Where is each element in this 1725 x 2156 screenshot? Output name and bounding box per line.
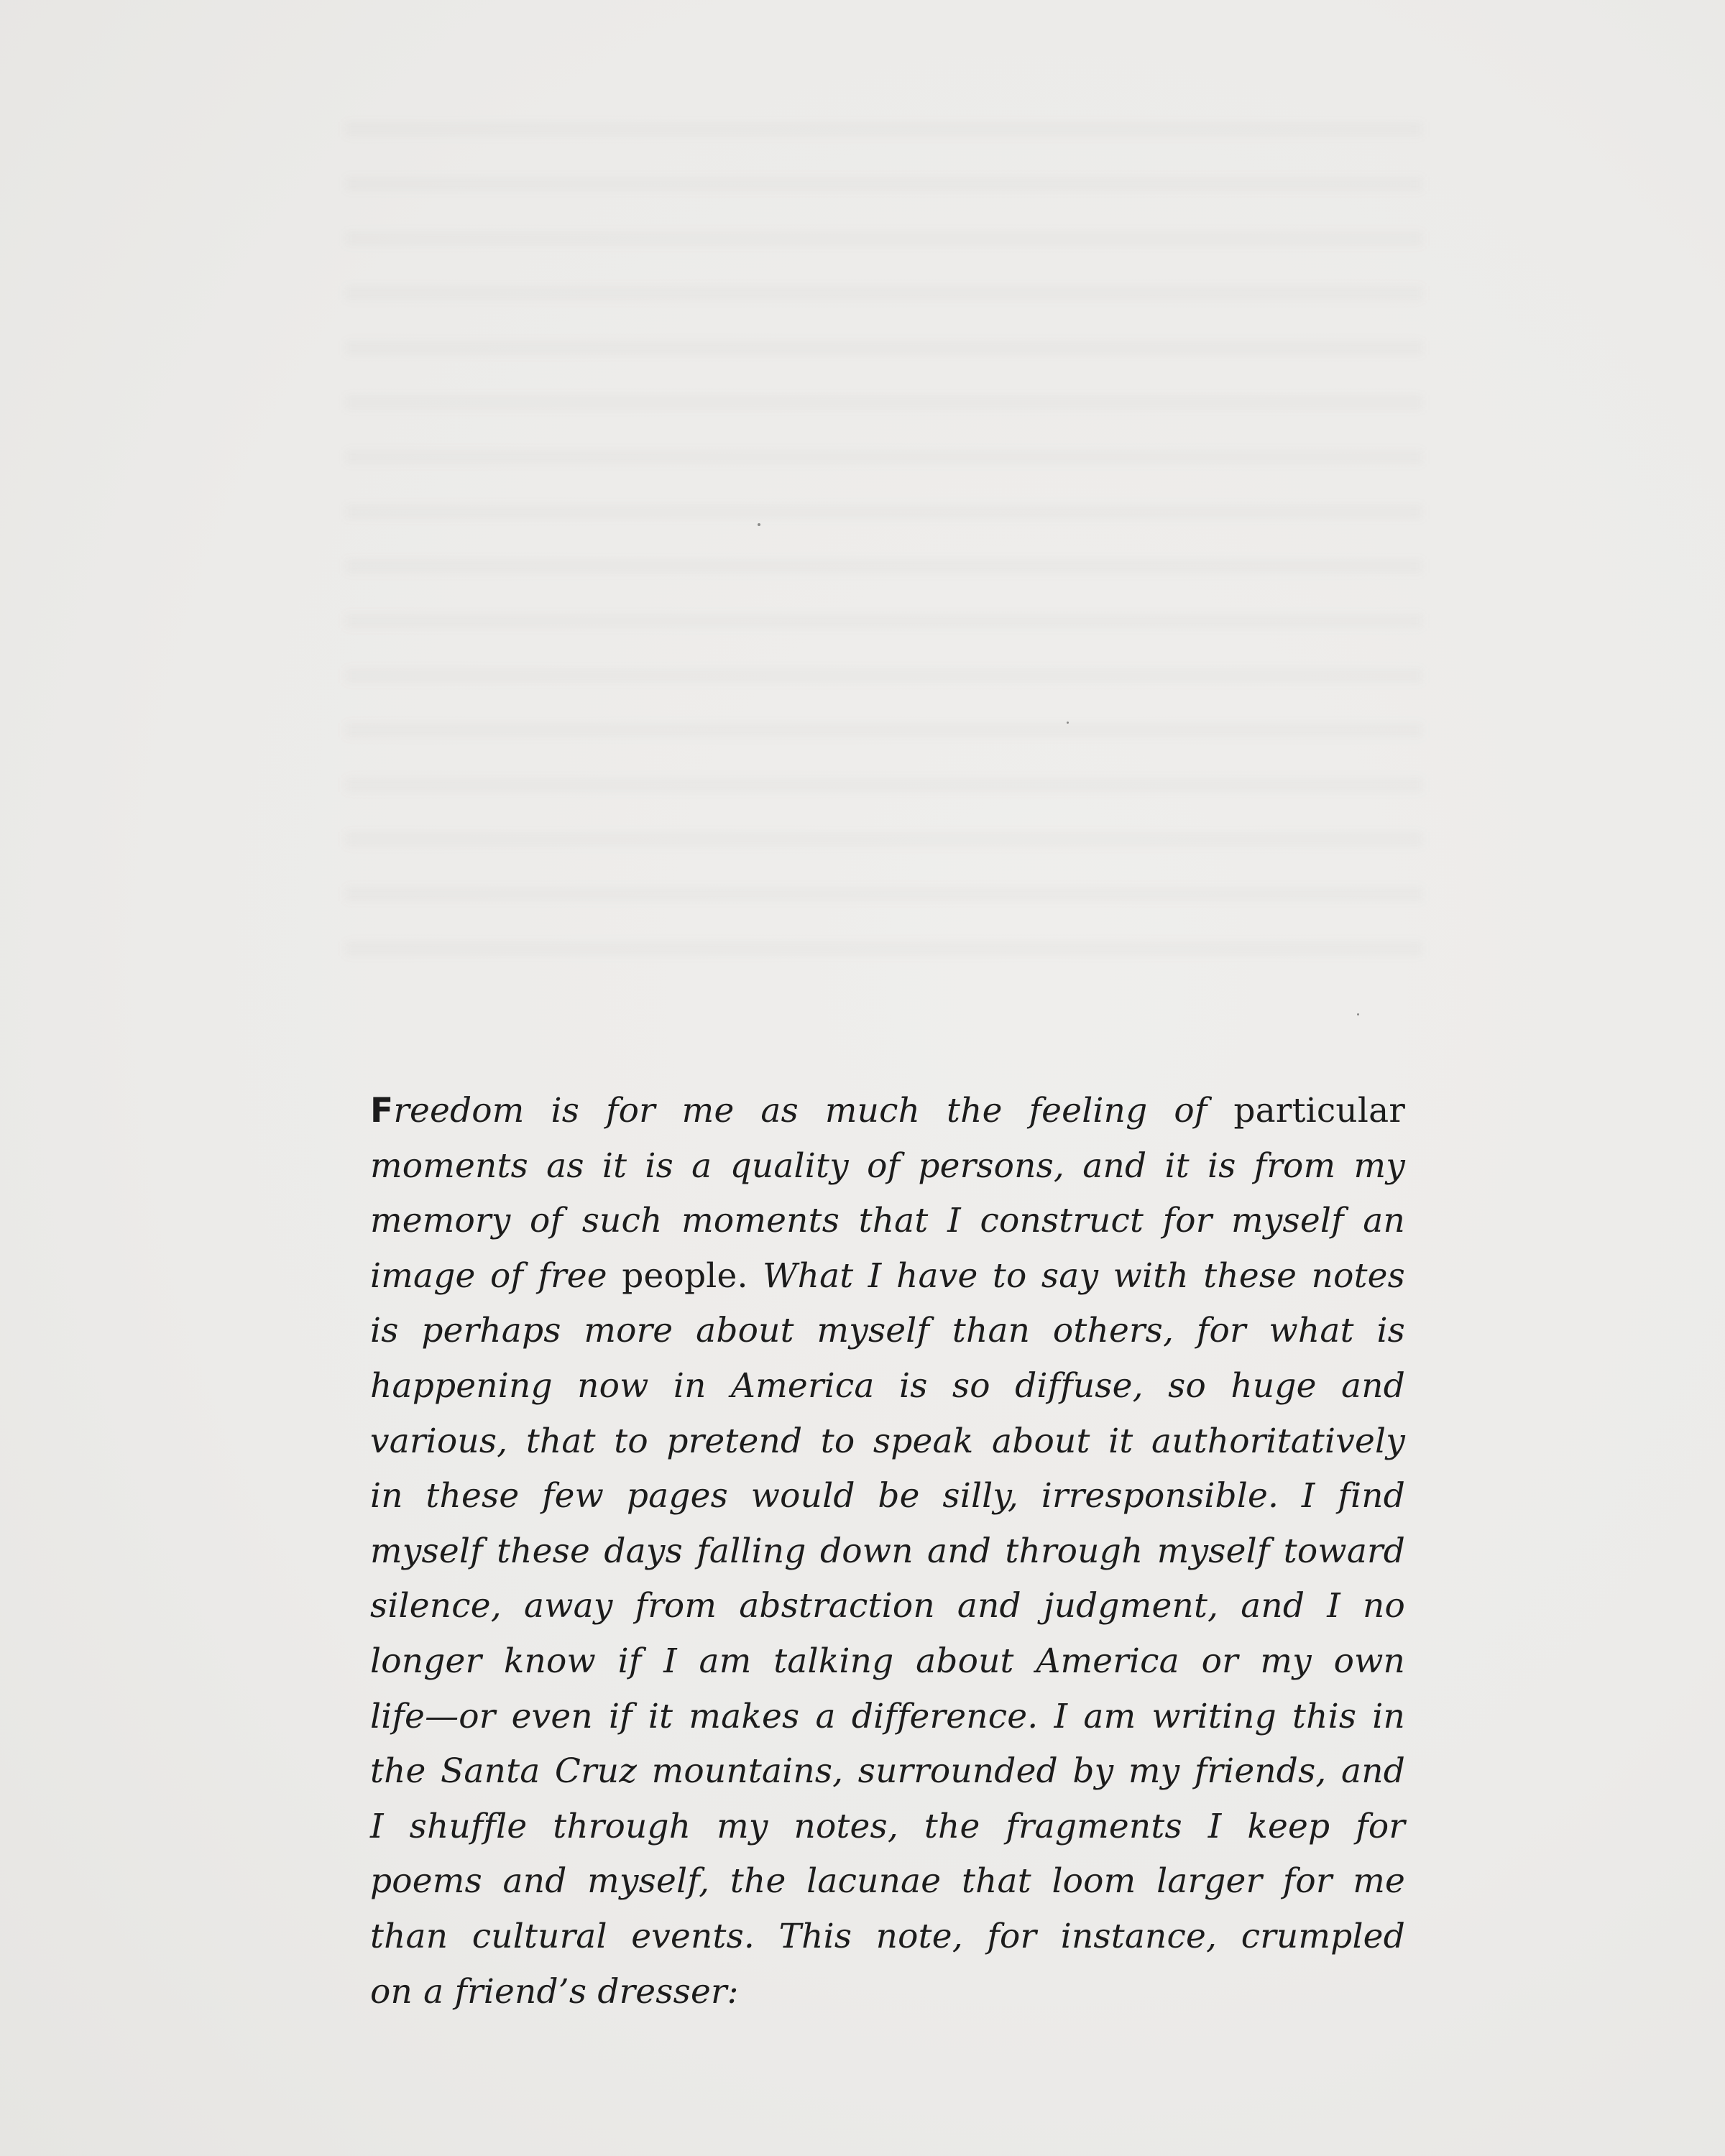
- text-line: [370, 1854, 1405, 1909]
- text-run: people.: [622, 1256, 748, 1296]
- text-run: than cultural events. This note, for instance, crumpled: [370, 1916, 1405, 1956]
- text-run: myself these days falling down and through myself toward: [370, 1531, 1405, 1571]
- text-line: [370, 1634, 1405, 1690]
- text-run: is perhaps more about myself than others, for what is: [370, 1311, 1405, 1351]
- text-run: silence, away from abstraction and judgment, and I no: [370, 1586, 1405, 1626]
- text-run: image of free: [370, 1256, 622, 1296]
- text-run: the Santa Cruz mountains, surrounded by my friends, and: [370, 1751, 1405, 1792]
- text-line: [370, 1690, 1405, 1745]
- text-run: reedom is for me as much the feeling of: [393, 1091, 1234, 1130]
- paper-speck: [758, 523, 760, 526]
- text-run: happening now in America is so diffuse, so huge and: [370, 1365, 1405, 1406]
- text-line: [370, 1084, 1405, 1139]
- text-run: on a friend’s dresser:: [370, 1971, 739, 2012]
- text-run: life—or even if it makes a difference. I am writing this in: [370, 1696, 1405, 1736]
- text-line: [370, 1744, 1405, 1800]
- text-run: various, that to pretend to speak about it authoritatively: [370, 1421, 1405, 1461]
- text-line: [370, 1965, 1405, 2020]
- text-line: [370, 1469, 1405, 1524]
- text-run: What I have to say with these notes: [748, 1256, 1405, 1296]
- text-line: [370, 1249, 1405, 1304]
- text-line: [370, 1139, 1405, 1194]
- text-run: I shuffle through my notes, the fragments I keep for: [370, 1806, 1405, 1846]
- paper-show-through: [345, 86, 1423, 985]
- text-run: in these few pages would be silly, irresponsible. I find: [370, 1476, 1405, 1516]
- text-run: longer know if I am talking about America or my own: [370, 1641, 1405, 1681]
- text-line: [370, 1800, 1405, 1855]
- text-line: [370, 1194, 1405, 1249]
- paper-speck: [1357, 1013, 1359, 1015]
- paper-speck: [1067, 722, 1069, 724]
- text-line: [370, 1909, 1405, 1965]
- initial-letter: F: [370, 1091, 394, 1130]
- text-line: [370, 1579, 1405, 1634]
- text-run: memory of such moments that I construct for myself an: [370, 1201, 1405, 1241]
- text-line: [370, 1524, 1405, 1580]
- text-run: particular: [1233, 1091, 1405, 1130]
- text-run: moments as it is a quality of persons, and it is from my: [370, 1146, 1405, 1186]
- body-paragraph: [370, 1084, 1405, 2019]
- text-line: [370, 1304, 1405, 1359]
- text-line: [370, 1359, 1405, 1414]
- text-line: [370, 1414, 1405, 1470]
- text-run: poems and myself, the lacunae that loom larger for me: [370, 1861, 1405, 1902]
